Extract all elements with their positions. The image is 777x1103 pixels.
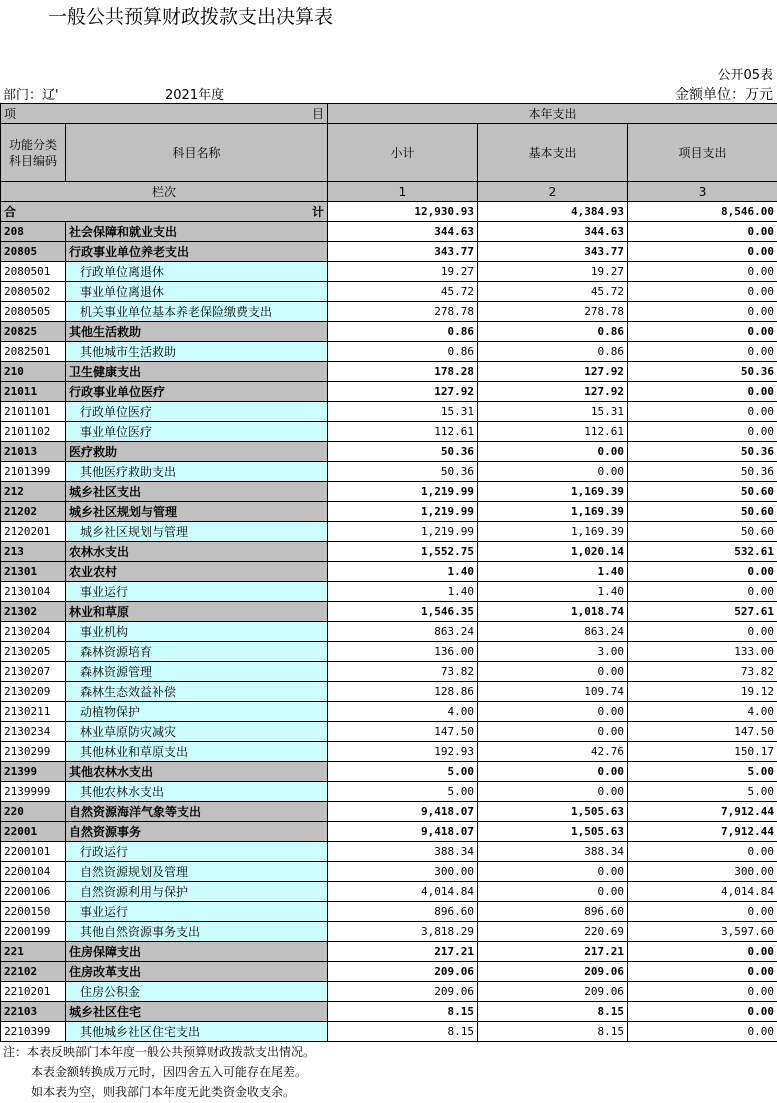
note-line: 本表金额转换成万元时，因四舍五入可能存在尾差。 — [31, 1065, 308, 1079]
row-subtotal: 178.28 — [328, 362, 478, 382]
table-row — [1, 522, 777, 542]
row-basic: 8.15 — [478, 1022, 628, 1042]
row-code: 2130207 — [1, 662, 66, 682]
row-basic: 863.24 — [478, 622, 628, 642]
row-code: 212 — [1, 482, 66, 502]
table-row — [1, 782, 777, 802]
row-subtotal: 344.63 — [328, 222, 478, 242]
row-name: 城乡社区规划与管理 — [66, 522, 328, 542]
table-row — [1, 442, 777, 462]
row-project: 0.00 — [628, 982, 777, 1002]
expenditure-table — [0, 103, 777, 1042]
row-project: 4.00 — [628, 702, 777, 722]
row-project: 4,014.84 — [628, 882, 777, 902]
row-code: 2210201 — [1, 982, 66, 1002]
note-line: 注：本表反映部门本年度一般公共预算财政拨款支出情况。 — [3, 1045, 316, 1059]
table-row — [1, 882, 777, 902]
row-subtotal: 217.21 — [328, 942, 478, 962]
row-basic: 0.86 — [478, 322, 628, 342]
row-subtotal: 1,219.99 — [328, 482, 478, 502]
table-row — [1, 362, 777, 382]
row-basic: 344.63 — [478, 222, 628, 242]
table-row — [1, 282, 777, 302]
row-basic: 343.77 — [478, 242, 628, 262]
row-code: 221 — [1, 942, 66, 962]
row-project: 5.00 — [628, 782, 777, 802]
row-name: 森林生态效益补偿 — [66, 682, 328, 702]
row-code: 2101101 — [1, 402, 66, 422]
row-basic: 127.92 — [478, 362, 628, 382]
row-subtotal: 896.60 — [328, 902, 478, 922]
basic-column-header: 基本支出 — [478, 124, 628, 182]
table-row — [1, 762, 777, 782]
table-row — [1, 322, 777, 342]
row-code: 2210399 — [1, 1022, 66, 1042]
row-subtotal: 147.50 — [328, 722, 478, 742]
row-code: 22001 — [1, 822, 66, 842]
total-label — [1, 202, 328, 222]
row-code: 21302 — [1, 602, 66, 622]
table-row — [1, 822, 777, 842]
note-line: 如本表为空，则我部门本年度无此类资金收支余。 — [31, 1085, 296, 1099]
row-project: 0.00 — [628, 302, 777, 322]
row-basic: 1,018.74 — [478, 602, 628, 622]
row-project: 50.60 — [628, 522, 777, 542]
table-row — [1, 982, 777, 1002]
table-row — [1, 402, 777, 422]
table-row — [1, 502, 777, 522]
row-project: 0.00 — [628, 562, 777, 582]
row-subtotal: 300.00 — [328, 862, 478, 882]
row-basic: 112.61 — [478, 422, 628, 442]
row-project: 50.60 — [628, 502, 777, 522]
row-subtotal: 1,546.35 — [328, 602, 478, 622]
row-project: 0.00 — [628, 842, 777, 862]
fiscal-year: 2021年度 — [165, 88, 225, 103]
table-row — [1, 622, 777, 642]
table-row — [1, 962, 777, 982]
row-basic: 209.06 — [478, 982, 628, 1002]
table-row — [1, 902, 777, 922]
row-name: 住房保障支出 — [66, 942, 328, 962]
row-code: 2080502 — [1, 282, 66, 302]
row-project: 7,912.44 — [628, 802, 777, 822]
row-name: 其他林业和草原支出 — [66, 742, 328, 762]
row-basic: 0.00 — [478, 782, 628, 802]
row-name: 其他城市生活救助 — [66, 342, 328, 362]
row-project: 0.00 — [628, 222, 777, 242]
table-row — [1, 602, 777, 622]
row-project: 0.00 — [628, 582, 777, 602]
project-column-header: 项目支出 — [628, 124, 777, 182]
row-project: 300.00 — [628, 862, 777, 882]
row-name: 事业机构 — [66, 622, 328, 642]
row-subtotal: 136.00 — [328, 642, 478, 662]
row-name: 城乡社区住宅 — [66, 1002, 328, 1022]
row-basic: 0.00 — [478, 702, 628, 722]
table-row — [1, 742, 777, 762]
row-project: 0.00 — [628, 942, 777, 962]
subtotal-column-header: 小计 — [328, 124, 478, 182]
row-project: 50.60 — [628, 482, 777, 502]
table-row — [1, 582, 777, 602]
table-row — [1, 302, 777, 322]
row-subtotal: 209.06 — [328, 962, 478, 982]
row-code: 2080501 — [1, 262, 66, 282]
row-basic: 1.40 — [478, 582, 628, 602]
row-code: 2200104 — [1, 862, 66, 882]
row-subtotal: 343.77 — [328, 242, 478, 262]
table-row — [1, 942, 777, 962]
row-name: 住房公积金 — [66, 982, 328, 1002]
row-project: 527.61 — [628, 602, 777, 622]
row-basic: 0.00 — [478, 722, 628, 742]
row-project: 50.36 — [628, 442, 777, 462]
row-basic: 0.00 — [478, 862, 628, 882]
row-basic: 1,505.63 — [478, 802, 628, 822]
row-name: 林业草原防灾减灾 — [66, 722, 328, 742]
row-subtotal: 192.93 — [328, 742, 478, 762]
row-basic: 0.86 — [478, 342, 628, 362]
row-subtotal: 50.36 — [328, 442, 478, 462]
row-project: 50.36 — [628, 462, 777, 482]
total-row — [1, 202, 777, 222]
row-basic: 42.76 — [478, 742, 628, 762]
row-code: 210 — [1, 362, 66, 382]
row-name: 自然资源利用与保护 — [66, 882, 328, 902]
row-subtotal: 127.92 — [328, 382, 478, 402]
row-subtotal: 1,552.75 — [328, 542, 478, 562]
row-code: 2120201 — [1, 522, 66, 542]
row-code: 2101102 — [1, 422, 66, 442]
row-subtotal: 0.86 — [328, 342, 478, 362]
row-basic: 1,169.39 — [478, 502, 628, 522]
row-code: 2101399 — [1, 462, 66, 482]
row-subtotal: 8.15 — [328, 1002, 478, 1022]
row-basic: 0.00 — [478, 882, 628, 902]
row-basic: 19.27 — [478, 262, 628, 282]
row-project: 0.00 — [628, 342, 777, 362]
row-name: 自然资源海洋气象等支出 — [66, 802, 328, 822]
row-project: 150.17 — [628, 742, 777, 762]
row-code: 2080505 — [1, 302, 66, 322]
row-project: 0.00 — [628, 402, 777, 422]
row-basic: 1,169.39 — [478, 522, 628, 542]
table-row — [1, 642, 777, 662]
row-subtotal: 15.31 — [328, 402, 478, 422]
row-subtotal: 112.61 — [328, 422, 478, 442]
row-basic: 217.21 — [478, 942, 628, 962]
row-basic: 109.74 — [478, 682, 628, 702]
row-subtotal: 3,818.29 — [328, 922, 478, 942]
row-name: 自然资源规划及管理 — [66, 862, 328, 882]
row-basic: 8.15 — [478, 1002, 628, 1022]
row-name: 其他农林水支出 — [66, 782, 328, 802]
table-row — [1, 842, 777, 862]
total-label-right: 计 — [311, 205, 324, 219]
total-basic: 4,384.93 — [478, 202, 628, 222]
row-basic: 0.00 — [478, 442, 628, 462]
row-project: 0.00 — [628, 1022, 777, 1042]
row-code: 20825 — [1, 322, 66, 342]
row-basic: 1.40 — [478, 562, 628, 582]
total-subtotal: 12,930.93 — [328, 202, 478, 222]
row-subtotal: 1,219.99 — [328, 522, 478, 542]
row-code: 20805 — [1, 242, 66, 262]
row-project: 0.00 — [628, 1002, 777, 1022]
item-header — [1, 104, 328, 124]
row-subtotal: 4.00 — [328, 702, 478, 722]
row-name: 其他生活救助 — [66, 322, 328, 342]
row-name: 森林资源培育 — [66, 642, 328, 662]
seq-3: 3 — [628, 182, 777, 202]
row-name: 行政事业单位养老支出 — [66, 242, 328, 262]
row-code: 21399 — [1, 762, 66, 782]
row-name: 其他农林水支出 — [66, 762, 328, 782]
row-code: 2200106 — [1, 882, 66, 902]
table-row — [1, 382, 777, 402]
row-basic: 1,505.63 — [478, 822, 628, 842]
row-code: 2130209 — [1, 682, 66, 702]
page-title: 一般公共预算财政拨款支出决算表 — [48, 6, 334, 28]
row-basic: 1,020.14 — [478, 542, 628, 562]
row-name: 事业单位医疗 — [66, 422, 328, 442]
row-code: 21202 — [1, 502, 66, 522]
row-code: 22103 — [1, 1002, 66, 1022]
row-subtotal: 278.78 — [328, 302, 478, 322]
row-subtotal: 50.36 — [328, 462, 478, 482]
row-project: 0.00 — [628, 962, 777, 982]
table-row — [1, 422, 777, 442]
row-name: 自然资源事务 — [66, 822, 328, 842]
table-row — [1, 262, 777, 282]
row-basic: 278.78 — [478, 302, 628, 322]
row-basic: 45.72 — [478, 282, 628, 302]
code-column-header — [1, 124, 66, 182]
row-project: 0.00 — [628, 422, 777, 442]
table-row — [1, 722, 777, 742]
row-name: 行政单位医疗 — [66, 402, 328, 422]
row-project: 0.00 — [628, 282, 777, 302]
row-name: 机关事业单位基本养老保险缴费支出 — [66, 302, 328, 322]
row-subtotal: 5.00 — [328, 762, 478, 782]
row-project: 147.50 — [628, 722, 777, 742]
row-subtotal: 5.00 — [328, 782, 478, 802]
table-row — [1, 222, 777, 242]
row-basic: 0.00 — [478, 462, 628, 482]
department-label: 部门：辽' — [3, 88, 59, 103]
row-basic: 0.00 — [478, 662, 628, 682]
row-name: 其他城乡社区住宅支出 — [66, 1022, 328, 1042]
row-code: 21301 — [1, 562, 66, 582]
item-header-left: 项 — [4, 107, 17, 121]
row-code: 2200199 — [1, 922, 66, 942]
row-code: 2130299 — [1, 742, 66, 762]
table-row — [1, 922, 777, 942]
current-expense-header: 本年支出 — [328, 104, 777, 124]
row-code: 2139999 — [1, 782, 66, 802]
row-name: 行政事业单位医疗 — [66, 382, 328, 402]
row-project: 0.00 — [628, 382, 777, 402]
row-subtotal: 19.27 — [328, 262, 478, 282]
row-subtotal: 388.34 — [328, 842, 478, 862]
row-code: 2130204 — [1, 622, 66, 642]
row-name: 事业运行 — [66, 902, 328, 922]
total-label-left: 合 — [4, 205, 17, 219]
table-row — [1, 482, 777, 502]
row-name: 事业运行 — [66, 582, 328, 602]
row-name: 林业和草原 — [66, 602, 328, 622]
row-subtotal: 9,418.07 — [328, 822, 478, 842]
row-subtotal: 9,418.07 — [328, 802, 478, 822]
row-name: 动植物保护 — [66, 702, 328, 722]
row-subtotal: 128.86 — [328, 682, 478, 702]
table-row — [1, 802, 777, 822]
row-project: 0.00 — [628, 902, 777, 922]
row-name: 社会保障和就业支出 — [66, 222, 328, 242]
row-project: 0.00 — [628, 262, 777, 282]
row-basic: 1,169.39 — [478, 482, 628, 502]
table-row — [1, 662, 777, 682]
row-project: 19.12 — [628, 682, 777, 702]
row-name: 其他自然资源事务支出 — [66, 922, 328, 942]
row-name: 城乡社区支出 — [66, 482, 328, 502]
row-code: 2130211 — [1, 702, 66, 722]
code-column-line1: 功能分类 — [8, 137, 57, 152]
row-name: 农业农村 — [66, 562, 328, 582]
row-project: 532.61 — [628, 542, 777, 562]
seq-1: 1 — [328, 182, 478, 202]
row-basic: 3.00 — [478, 642, 628, 662]
row-project: 0.00 — [628, 622, 777, 642]
row-name: 森林资源管理 — [66, 662, 328, 682]
row-code: 2130205 — [1, 642, 66, 662]
row-basic: 220.69 — [478, 922, 628, 942]
row-project: 7,912.44 — [628, 822, 777, 842]
row-project: 73.82 — [628, 662, 777, 682]
table-row — [1, 702, 777, 722]
row-name: 其他医疗救助支出 — [66, 462, 328, 482]
row-name: 住房改革支出 — [66, 962, 328, 982]
row-subtotal: 1.40 — [328, 562, 478, 582]
row-subtotal: 8.15 — [328, 1022, 478, 1042]
table-row — [1, 562, 777, 582]
row-name: 行政运行 — [66, 842, 328, 862]
row-project: 0.00 — [628, 242, 777, 262]
row-basic: 388.34 — [478, 842, 628, 862]
row-subtotal: 863.24 — [328, 622, 478, 642]
row-project: 50.36 — [628, 362, 777, 382]
table-row — [1, 342, 777, 362]
row-subtotal: 0.86 — [328, 322, 478, 342]
row-code: 220 — [1, 802, 66, 822]
row-subtotal: 1.40 — [328, 582, 478, 602]
table-row — [1, 1022, 777, 1042]
table-row — [1, 242, 777, 262]
seq-label: 栏次 — [1, 182, 328, 202]
row-basic: 0.00 — [478, 762, 628, 782]
row-code: 21013 — [1, 442, 66, 462]
row-name: 医疗救助 — [66, 442, 328, 462]
row-subtotal: 4,014.84 — [328, 882, 478, 902]
code-column-line2: 科目编码 — [8, 153, 57, 168]
row-name: 卫生健康支出 — [66, 362, 328, 382]
row-code: 2130234 — [1, 722, 66, 742]
row-code: 2200150 — [1, 902, 66, 922]
row-name: 行政单位离退休 — [66, 262, 328, 282]
row-basic: 896.60 — [478, 902, 628, 922]
row-basic: 15.31 — [478, 402, 628, 422]
row-code: 2200101 — [1, 842, 66, 862]
row-name: 事业单位离退休 — [66, 282, 328, 302]
total-project: 8,546.00 — [628, 202, 777, 222]
table-row — [1, 862, 777, 882]
row-code: 21011 — [1, 382, 66, 402]
form-number: 公开05表 — [717, 68, 773, 83]
row-name: 城乡社区规划与管理 — [66, 502, 328, 522]
row-code: 213 — [1, 542, 66, 562]
row-subtotal: 209.06 — [328, 982, 478, 1002]
row-project: 133.00 — [628, 642, 777, 662]
row-subtotal: 73.82 — [328, 662, 478, 682]
amount-unit: 金额单位：万元 — [675, 87, 773, 103]
seq-2: 2 — [478, 182, 628, 202]
table-row — [1, 542, 777, 562]
row-subtotal: 1,219.99 — [328, 502, 478, 522]
table-row — [1, 682, 777, 702]
row-basic: 209.06 — [478, 962, 628, 982]
table-row — [1, 1002, 777, 1022]
row-project: 5.00 — [628, 762, 777, 782]
row-subtotal: 45.72 — [328, 282, 478, 302]
row-code: 22102 — [1, 962, 66, 982]
name-column-header: 科目名称 — [66, 124, 328, 182]
row-code: 2082501 — [1, 342, 66, 362]
row-project: 0.00 — [628, 322, 777, 342]
row-project: 3,597.60 — [628, 922, 777, 942]
row-name: 农林水支出 — [66, 542, 328, 562]
notes — [3, 1042, 315, 1102]
item-header-right: 目 — [311, 107, 324, 121]
row-code: 208 — [1, 222, 66, 242]
row-code: 2130104 — [1, 582, 66, 602]
table-row — [1, 462, 777, 482]
row-basic: 127.92 — [478, 382, 628, 402]
